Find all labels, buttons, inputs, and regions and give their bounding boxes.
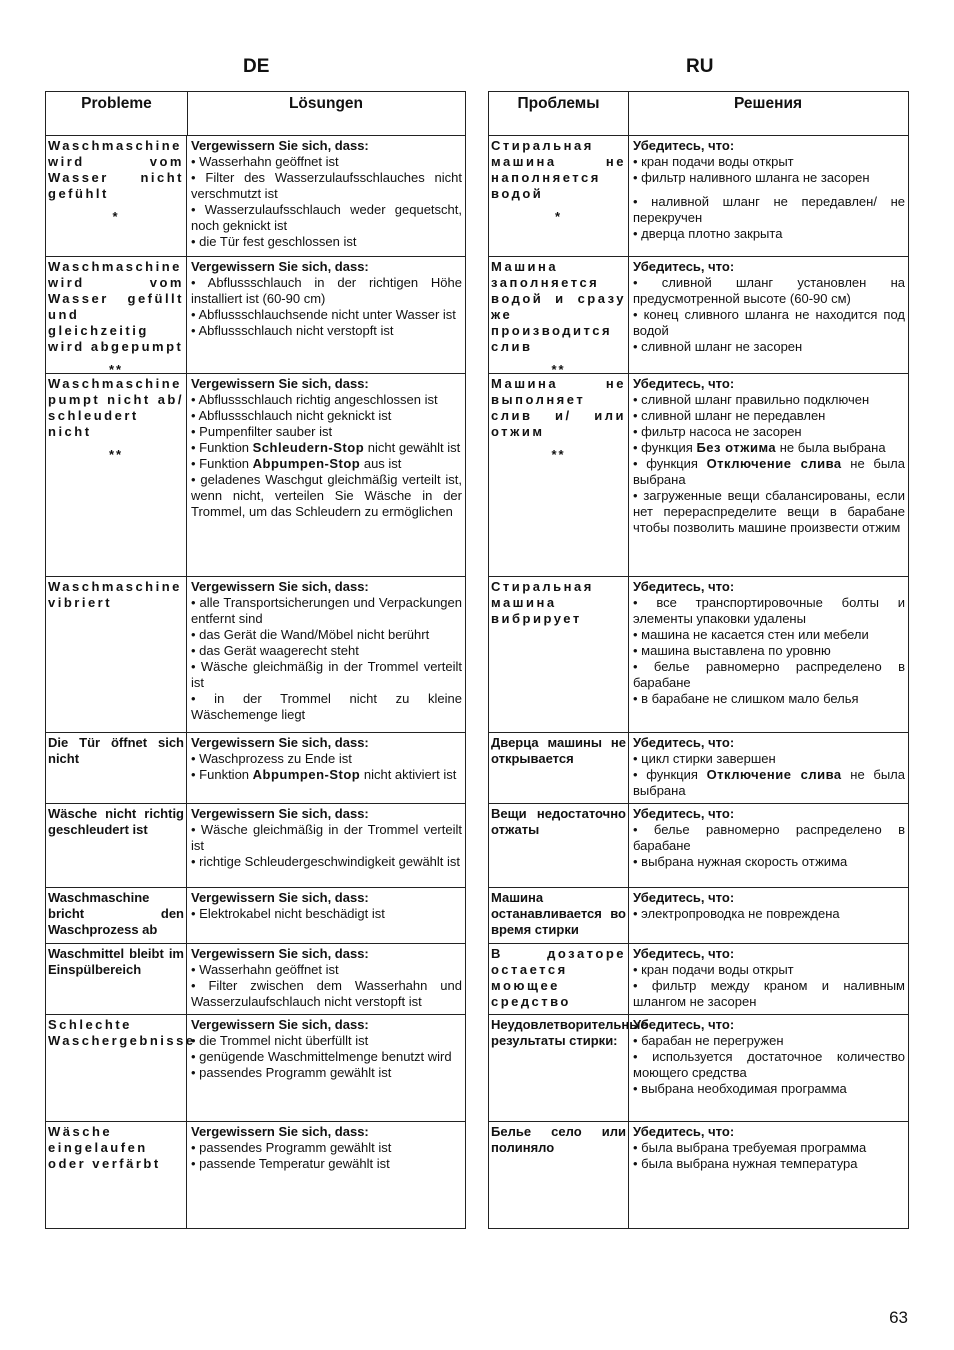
ru-section-label: RU <box>686 56 714 77</box>
ru-problem-text: Машина не выполняет слив и/ или отжим <box>491 376 626 439</box>
ru-table-row <box>489 256 908 377</box>
ru-problem-cell <box>489 1122 628 1228</box>
ru-problem-cell <box>489 136 628 256</box>
de-solution-item: • Elektrokabel nicht beschädigt ist <box>191 906 385 921</box>
de-solution-item: • passendes Programm gewählt ist <box>191 1065 392 1080</box>
ru-solution-item: • фильтр наливного шланга не засорен <box>633 170 870 185</box>
de-problem-text: Schlechte Waschergebnisse <box>48 1017 196 1048</box>
ru-solution-heading: Убедитесь, что: <box>633 1017 735 1032</box>
de-table-row <box>46 732 465 803</box>
ru-solution-cell <box>629 888 908 943</box>
de-solution-item: • Abflussschlauch nicht verstopft ist <box>191 323 394 338</box>
ru-solution-cell <box>629 136 908 256</box>
ru-solution-cell <box>629 577 908 732</box>
ru-solution-item: • в барабане не слишком мало белья <box>633 691 859 706</box>
de-problem-text: Waschmaschine vibriert <box>48 579 182 610</box>
ru-solution-item: • кран подачи воды открыт <box>633 962 794 977</box>
de-solution-item: • Wasserhahn geöffnet ist <box>191 962 339 977</box>
de-section-label: DE <box>243 56 270 77</box>
de-solution-heading: Vergewissern Sie sich, dass: <box>191 579 369 594</box>
de-solution-item: • genügende Waschmittelmenge benutzt wird <box>191 1049 452 1064</box>
ru-solution-item: • загруженные вещи сбалансированы, если нет перераспределите вещи в барабане чтобы позволить машине произвести отжим <box>633 488 905 535</box>
de-problem-text: Waschmaschine pumpt nicht ab/ schleudert nicht <box>48 376 184 439</box>
de-problem-stars: ** <box>108 362 124 377</box>
de-solution-cell <box>187 1122 465 1228</box>
ru-problem-cell <box>489 374 628 576</box>
ru-solution-item: • дверца плотно закрыта <box>633 226 783 241</box>
ru-table-row <box>489 943 908 1014</box>
ru-solution-item: • функция Отключение слива не была выбрана <box>633 767 905 798</box>
ru-problem-text: Дверца машины не открывается <box>491 735 626 766</box>
de-solution-cell <box>187 257 465 373</box>
ru-solution-item: • белье равномерно распределено в барабане <box>633 659 905 690</box>
ru-solution-item: • сливной шланг не засорен <box>633 339 803 354</box>
ru-table-row <box>489 135 908 256</box>
de-problem-cell <box>46 1122 186 1228</box>
ru-solution-cell <box>629 374 908 576</box>
de-solution-item: • passendes Programm gewählt ist <box>191 1140 392 1155</box>
ru-solution-item: • сливной шланг установлен на предусмотренной высоте (60-90 см) <box>633 275 905 306</box>
ru-table-row <box>489 1121 908 1228</box>
ru-problem-cell <box>489 944 628 1014</box>
de-problem-cell <box>46 804 186 887</box>
ru-col-solution-header: Решения <box>733 95 803 112</box>
de-solution-item: • Funktion Schleudern-Stop nicht gewählt ist <box>191 440 461 455</box>
de-problem-cell <box>46 944 186 1014</box>
ru-problem-stars: ** <box>551 447 566 462</box>
ru-solution-item: • белье равномерно распределено в барабане <box>633 822 905 853</box>
de-solution-item: • Pumpenfilter sauber ist <box>191 424 333 439</box>
de-solution-item: • das Gerät waagerecht steht <box>191 643 359 658</box>
ru-solution-item: • электропроводка не повреждена <box>633 906 840 921</box>
ru-solution-heading: Убедитесь, что: <box>633 579 735 594</box>
ru-solution-item: • фильтр насоса не засорен <box>633 424 802 439</box>
de-solution-heading: Vergewissern Sie sich, dass: <box>191 735 369 750</box>
de-solution-cell <box>187 888 465 943</box>
de-problem-cell <box>46 374 186 576</box>
ru-solution-item: • функция Без отжима не была выбрана <box>633 440 886 455</box>
ru-problem-cell <box>489 1015 648 1121</box>
de-solution-cell <box>187 136 465 256</box>
ru-solution-heading: Убедитесь, что: <box>633 735 735 750</box>
ru-solution-cell <box>629 1015 908 1121</box>
ru-solution-heading: Убедитесь, что: <box>633 946 735 961</box>
de-solution-item: • das Gerät die Wand/Möbel nicht berührt <box>191 627 430 642</box>
ru-solution-item: • машина выставлена по уровню <box>633 643 831 658</box>
de-problem-cell <box>46 888 186 943</box>
ru-table-row <box>489 373 908 576</box>
ru-solution-item: • кран подачи воды открыт <box>633 154 794 169</box>
ru-table-row <box>489 887 908 943</box>
de-problem-text: Waschmaschine bricht den Waschprozess ab <box>48 890 184 937</box>
ru-solution-item: • барабан не перегружен <box>633 1033 784 1048</box>
de-solution-item: • Wäsche gleichmäßig in der Trommel verteilt ist <box>191 659 462 690</box>
de-solution-item: • Wasserhahn geöffnet ist <box>191 154 339 169</box>
de-solution-heading: Vergewissern Sie sich, dass: <box>191 376 369 391</box>
de-solution-heading: Vergewissern Sie sich, dass: <box>191 806 369 821</box>
de-solution-item: • Abflussschlauch richtig angeschlossen ist <box>191 392 438 407</box>
ru-table-row <box>489 1014 908 1121</box>
de-solution-item: • Abflussschlauch in der richtigen Höhe installiert ist (60-90 cm) <box>191 275 462 306</box>
ru-solution-heading: Убедитесь, что: <box>633 806 735 821</box>
de-table-row <box>46 887 465 943</box>
de-problem-text: Die Tür öffnet sich nicht <box>48 735 184 766</box>
de-solution-item: • alle Transportsicherungen und Verpackungen entfernt sind <box>191 595 462 626</box>
ru-problem-stars: ** <box>551 362 566 377</box>
de-problem-text: Waschmaschine wird vom Wasser gefüllt und gleichzeitig wird abgepumpt <box>48 259 184 354</box>
ru-table-row <box>489 576 908 732</box>
ru-solution-item: • машина не касается стен или мебели <box>633 627 869 642</box>
ru-solution-item: • цикл стирки завершен <box>633 751 776 766</box>
de-solution-cell <box>187 944 465 1014</box>
de-solution-item: • die Trommel nicht überfüllt ist <box>191 1033 369 1048</box>
de-solution-heading: Vergewissern Sie sich, dass: <box>191 890 369 905</box>
ru-solution-item: • сливной шланг правильно подключен <box>633 392 870 407</box>
ru-problem-text: Вещи недостаточно отжаты <box>491 806 626 837</box>
ru-solution-cell <box>629 1122 908 1228</box>
de-solution-cell <box>187 804 465 887</box>
ru-solution-item: • наливной шланг не передавлен/ не перекручен <box>633 194 905 225</box>
ru-problem-text: В дозаторе остается моющее средство <box>491 946 626 1009</box>
de-problem-cell <box>46 577 186 732</box>
de-table-row <box>46 256 465 377</box>
de-solution-item: • Wäsche gleichmäßig in der Trommel verteilt ist <box>191 822 462 853</box>
de-solution-cell <box>187 733 465 803</box>
ru-solution-item: • сливной шланг не передавлен <box>633 408 826 423</box>
de-table-row <box>46 576 465 732</box>
ru-table-row <box>489 803 908 887</box>
ru-solution-cell <box>629 944 908 1014</box>
de-solution-heading: Vergewissern Sie sich, dass: <box>191 946 369 961</box>
ru-table-header <box>489 92 908 135</box>
de-problem-cell <box>46 257 186 377</box>
de-problem-cell <box>46 1015 196 1121</box>
de-solution-item: • Waschprozess zu Ende ist <box>191 751 352 766</box>
ru-troubleshooting-table <box>488 91 909 1229</box>
de-solution-item: • Abflussschlauch nicht geknickt ist <box>191 408 392 423</box>
de-solution-heading: Vergewissern Sie sich, dass: <box>191 138 369 153</box>
ru-solution-heading: Убедитесь, что: <box>633 138 735 153</box>
de-table-row <box>46 1121 465 1228</box>
de-solution-cell <box>187 374 465 576</box>
ru-solution-item: • была выбрана требуемая программа <box>633 1140 867 1155</box>
de-table-row <box>46 803 465 887</box>
ru-problem-cell <box>489 577 628 732</box>
page-number: 63 <box>889 1308 908 1327</box>
de-solution-item: • in der Trommel nicht zu kleine Wäschemenge liegt <box>191 691 462 722</box>
ru-solution-item: • выбрана необходимая программа <box>633 1081 847 1096</box>
ru-solution-cell <box>629 257 908 373</box>
de-solution-heading: Vergewissern Sie sich, dass: <box>191 1124 369 1139</box>
de-solution-item: • Filter des Wasserzulaufsschlauches nicht verschmutzt ist <box>191 170 462 201</box>
de-table-row <box>46 1014 465 1121</box>
de-table-row <box>46 373 465 576</box>
de-solution-item: • Funktion Abpumpen-Stop aus ist <box>191 456 402 471</box>
ru-table-row <box>489 732 908 803</box>
de-solution-cell <box>187 1015 465 1121</box>
ru-problem-stars: * <box>554 209 563 224</box>
ru-solution-item: • конец сливного шланга не находится под водой <box>633 307 905 338</box>
de-solution-cell <box>187 577 465 732</box>
ru-problem-text: Неудовлетворительные результаты стирки: <box>491 1017 648 1048</box>
ru-problem-text: Стиральная машина вибрирует <box>491 579 594 626</box>
de-solution-item: • Abflussschlauchsende nicht unter Wasser ist <box>191 307 456 322</box>
ru-solution-heading: Убедитесь, что: <box>633 376 735 391</box>
de-problem-text: Wäsche eingelaufen oder verfärbt <box>48 1124 161 1171</box>
ru-problem-text: Машина заполняется водой и сразу же производится слив <box>491 259 626 354</box>
ru-solution-item: • была выбрана нужная температура <box>633 1156 858 1171</box>
ru-solution-heading: Убедитесь, что: <box>633 890 735 905</box>
ru-problem-text: Стиральная машина не наполняется водой <box>491 138 626 201</box>
ru-problem-text: Белье село или полиняло <box>491 1124 626 1155</box>
de-problem-cell <box>46 136 186 256</box>
ru-col-problem-header: Проблемы <box>517 95 600 112</box>
de-solution-heading: Vergewissern Sie sich, dass: <box>191 1017 369 1032</box>
ru-problem-cell <box>489 257 628 377</box>
de-problem-stars: * <box>112 209 120 224</box>
de-problem-cell <box>46 733 186 803</box>
de-col-problem-header: Probleme <box>81 95 152 112</box>
ru-solution-item: • выбрана нужная скорость отжима <box>633 854 848 869</box>
ru-problem-text: Машина останавливается во время стирки <box>491 890 626 937</box>
ru-problem-cell <box>489 888 628 943</box>
de-problem-text: Waschmittel bleibt im Einspülbereich <box>48 946 184 977</box>
de-problem-text: Waschmaschine wird vom Wasser nicht gefühlt <box>48 138 184 201</box>
ru-solution-cell <box>629 804 908 887</box>
de-solution-item: • die Tür fest geschlossen ist <box>191 234 357 249</box>
de-solution-item: • geladenes Waschgut gleichmäßig verteilt ist, wenn nicht, verteilen Sie Wäsche in der Trommel, um das Schleudern zu ermöglichen <box>191 472 462 519</box>
de-table-row <box>46 943 465 1014</box>
de-table-header <box>46 92 465 135</box>
ru-solution-heading: Убедитесь, что: <box>633 1124 735 1139</box>
ru-solution-heading: Убедитесь, что: <box>633 259 735 274</box>
ru-solution-item: • используется достаточное количество моющего средства <box>633 1049 905 1080</box>
de-solution-item: • richtige Schleudergeschwindigkeit gewählt ist <box>191 854 461 869</box>
de-col-solution-header: Lösungen <box>288 95 364 112</box>
ru-solution-item: • все транспортировочные болты и элементы упаковки удалены <box>633 595 905 626</box>
ru-solution-cell <box>629 733 908 803</box>
de-problem-stars: ** <box>108 447 124 462</box>
de-solution-heading: Vergewissern Sie sich, dass: <box>191 259 369 274</box>
ru-solution-item: • функция Отключение слива не была выбрана <box>633 456 905 487</box>
de-table-row <box>46 135 465 256</box>
ru-problem-cell <box>489 804 628 887</box>
de-solution-item: • Filter zwischen dem Wasserhahn und Wasserzulaufschlauch nicht verstopft ist <box>191 978 462 1009</box>
de-solution-item: • Wasserzulaufsschlauch weder gequetscht, noch geknickt ist <box>191 202 462 233</box>
ru-problem-cell <box>489 733 628 803</box>
ru-solution-item: • фильтр между краном и наливным шлангом не засорен <box>633 978 905 1009</box>
de-problem-text: Wäsche nicht richtig geschleudert ist <box>48 806 184 837</box>
de-troubleshooting-table <box>45 91 466 1229</box>
de-solution-item: • passende Temperatur gewählt ist <box>191 1156 390 1171</box>
de-solution-item: • Funktion Abpumpen-Stop nicht aktiviert ist <box>191 767 457 782</box>
